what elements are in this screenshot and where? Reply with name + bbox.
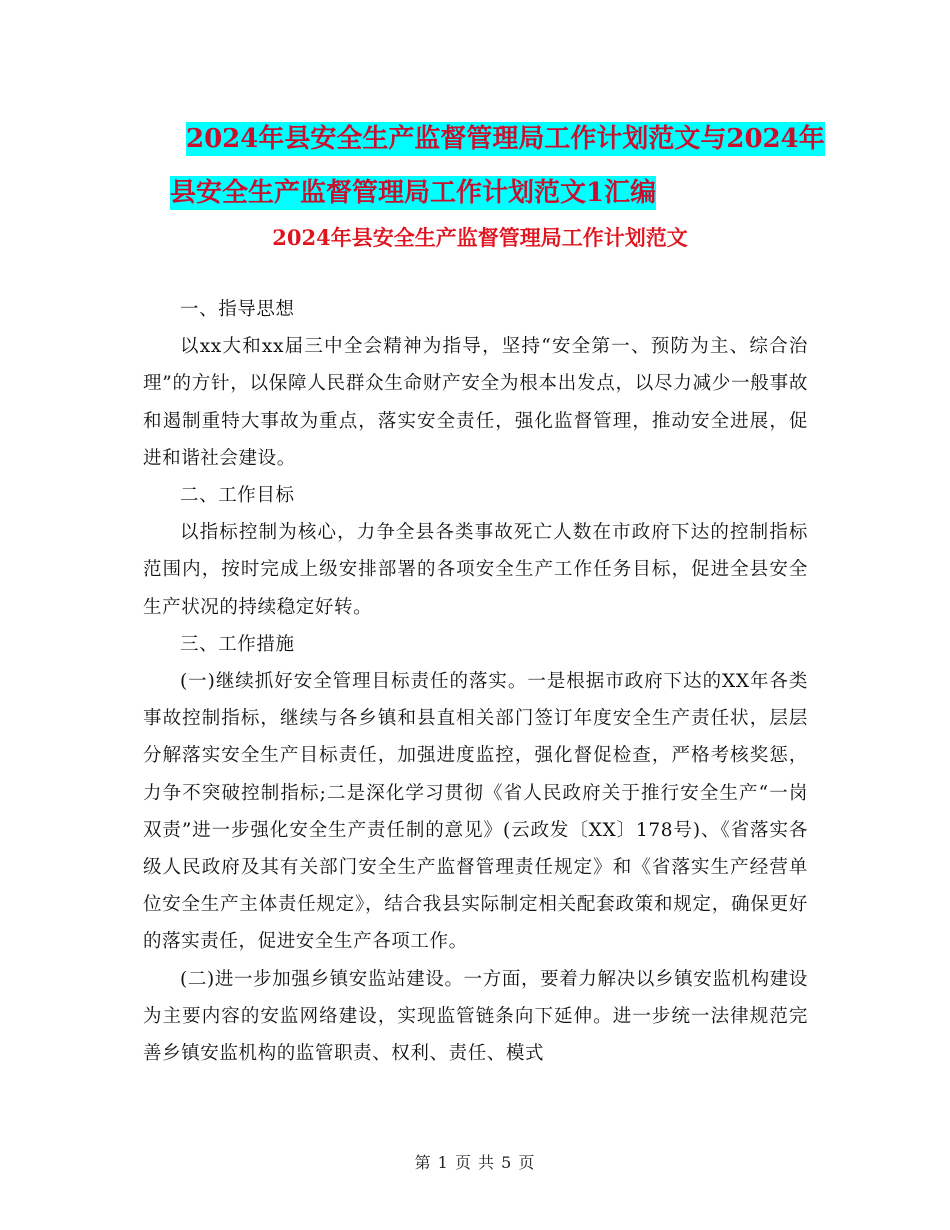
title-line-2 [130,166,830,220]
heading-work-goals: 二、工作目标 [180,485,295,507]
heading-work-measures: 三、工作措施 [180,633,295,655]
title-line-1 [130,112,830,166]
section-title: 2024年县安全生产监督管理局工作计划范文 [272,225,688,250]
paragraph-work-goals: 以指标控制为核心，力争全县各类事故死亡人数在市政府下达的控制指标范围内，按时完成上级安排部署的各项安全生产工作任务目标，促进全县安全生产状况的持续稳定好转。 [143,522,808,618]
paragraph-measure-1: (一)继续抓好安全管理目标责任的落实。一是根据市政府下达的XX年各类事故控制指标，继续与各乡镇和县直相关部门签订年度安全生产责任状，层层分解落实安全生产目标责任，加强进度监控，强化督促检查，严格考核奖惩，力争不突破控制指标;二是深化学习贯彻《省人民政府关于推行安全生产“一岗双责”进一步强化安全生产责任制的意见》(云政发〔XX〕178号)、《省落实各级人民政府及其有关部门安全生产监督管理责任规定》和《省落实生产经营单位安全生产主体责任规定》，结合我县实际制定相关配套政策和规定，确保更好的落实责任，促进安全生产各项工作。 [143,671,808,953]
document-title [130,112,830,220]
heading-guiding-thought: 一、指导思想 [180,299,295,320]
paragraph-guiding-thought: 以xx大和xx届三中全会精神为指导，坚持“安全第一、预防为主、综合治理”的方针，以保障人民群众生命财产安全为根本出发点，以尽力减少一般事故和遏制重特大事故为重点，落实安全责任，强化监督管理，推动安全进展，促进和谐社会建设。 [143,336,808,469]
title-line-2-text: 县安全生产监督管理局工作计划范文1汇编 [170,178,657,208]
page-number-footer: 第 1 页 共 5 页 [414,1153,536,1172]
document-body [143,291,808,1072]
title-line-1-text: 2024年县安全生产监督管理局工作计划范文与2024年 [186,124,825,154]
paragraph-measure-2: (二)进一步加强乡镇安监站建设。一方面，要着力解决以乡镇安监机构建设为主要内容的安监网络建设，实现监管链条向下延伸。进一步统一法律规范完善乡镇安监机构的监管职责、权利、责任、模式 [143,968,808,1065]
